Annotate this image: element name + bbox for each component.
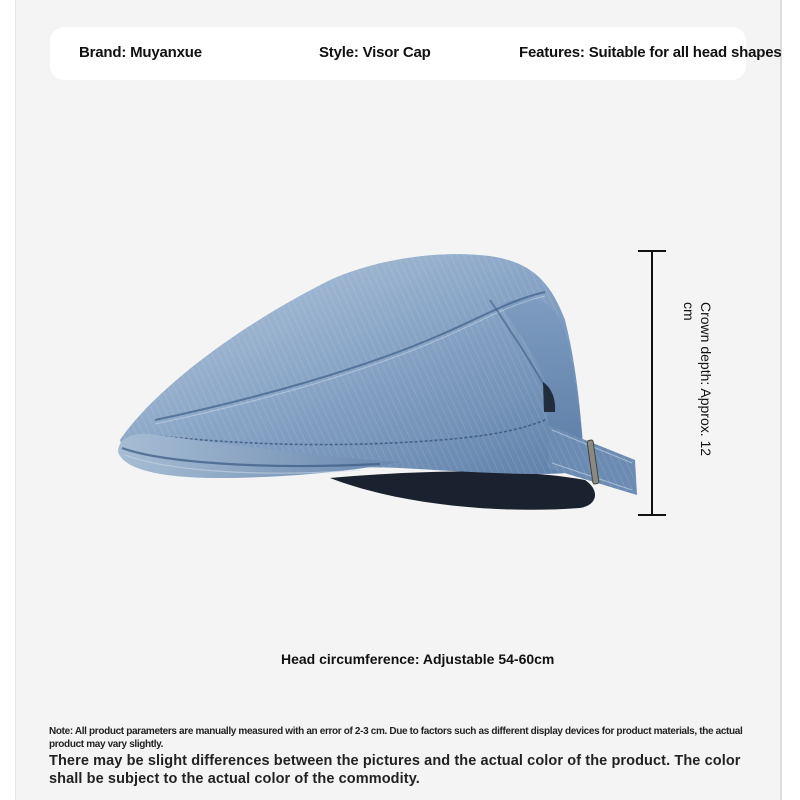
crown-depth-measure-cap-top bbox=[638, 250, 666, 252]
crown-depth-measure-line bbox=[651, 250, 653, 516]
spec-style: Style: Visor Cap bbox=[319, 44, 431, 61]
measurement-note: Note: All product parameters are manually measured with an error of 2-3 cm. Due to factors such as different display devices for product materials, the actual product may vary slightly. bbox=[49, 726, 743, 750]
color-disclaimer: There may be slight differences between the pictures and the actual color of the product. The color shall be subject to the actual color of the commodity. bbox=[49, 753, 741, 787]
crown-depth-measure-cap-bottom bbox=[638, 514, 666, 516]
spec-features: Features: Suitable for all head shapes bbox=[519, 44, 782, 61]
crown-depth-label: Crown depth: Approx. 12 cm bbox=[681, 302, 714, 457]
head-circumference-label: Head circumference: Adjustable 54-60cm bbox=[281, 651, 555, 667]
spec-brand: Brand: Muyanxue bbox=[79, 44, 202, 61]
